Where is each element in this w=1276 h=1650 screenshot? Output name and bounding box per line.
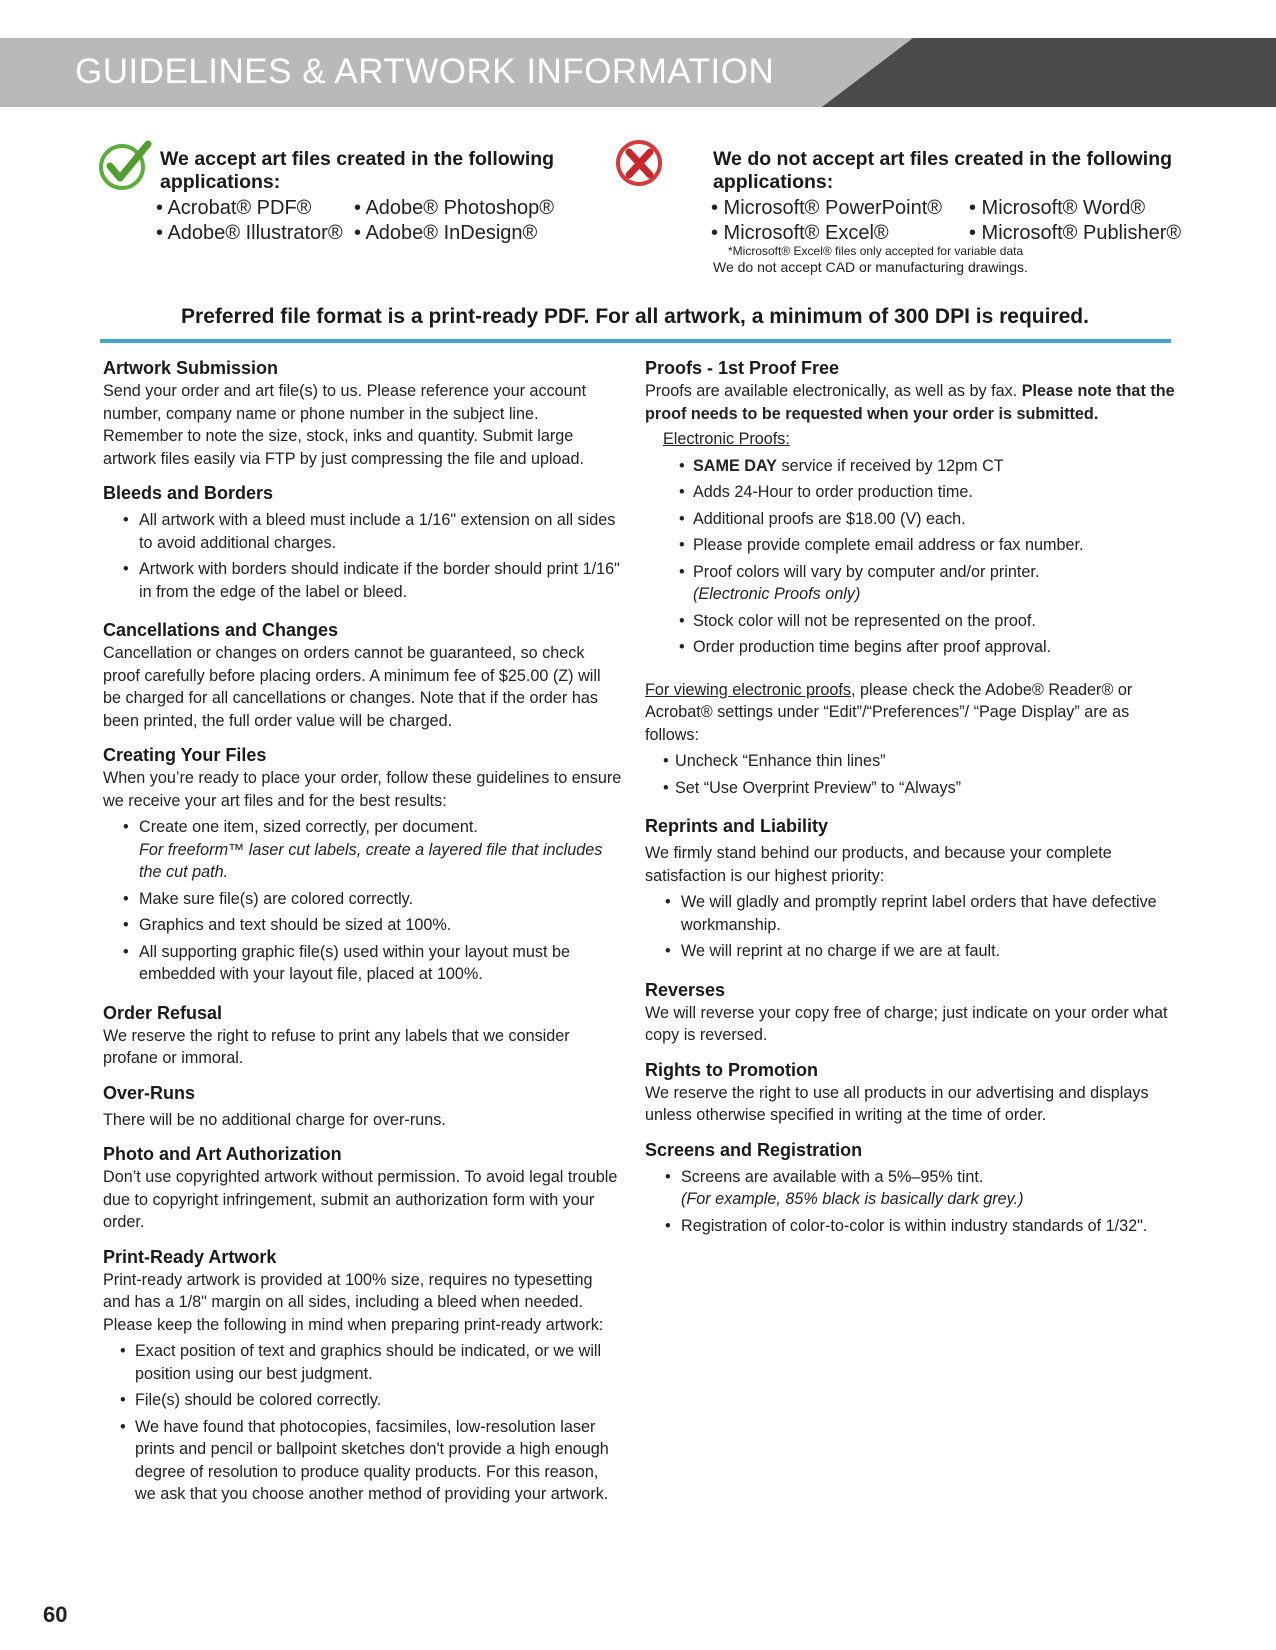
proofs-item: • Order production time begins after proof approval. bbox=[645, 636, 1185, 659]
cancellations-section bbox=[103, 618, 623, 732]
right-column bbox=[645, 356, 1185, 1241]
check-circle-icon bbox=[98, 138, 154, 194]
viewing-proofs-rest: , please check the Adobe® Reader® or Acrobat® settings under “Edit”/“Preferences”/ “Page Display” are as follows: bbox=[645, 680, 1133, 744]
same-day-text: service if received by 12pm CT bbox=[781, 456, 1004, 475]
proofs-body-bold: Please note that the proof needs to be requested when your order is submitted. bbox=[645, 382, 1175, 423]
proofs-heading: Proofs - 1st Proof Free bbox=[645, 358, 840, 378]
screens-heading: Screens and Registration bbox=[645, 1139, 863, 1160]
cancellations-heading: Cancellations and Changes bbox=[103, 620, 339, 640]
artwork-submission-body: Send your order and art file(s) to us. Please reference your account number, company name or phone number in the subject line. Remember to note the size, stock, inks and quantity. Submit large artwork files easily via FTP by just compressing the file and upload. bbox=[103, 382, 587, 468]
viewing-proofs-link: For viewing electronic proofs bbox=[645, 680, 852, 699]
order-refusal-heading: Order Refusal bbox=[103, 1002, 223, 1023]
creating-files-item: • Make sure file(s) are colored correctly. bbox=[103, 888, 623, 911]
divider-rule bbox=[100, 339, 1171, 343]
app-powerpoint: • Microsoft® PowerPoint® bbox=[711, 197, 942, 219]
proofs-item bbox=[645, 455, 1185, 478]
rights-body: We reserve the right to use all products in our advertising and displays unless otherwise specified in writing at the time of order. bbox=[645, 1083, 1149, 1124]
page-title: GUIDELINES & ARTWORK INFORMATION bbox=[75, 52, 775, 91]
accepted-apps-col-2 bbox=[354, 196, 554, 246]
rights-section bbox=[645, 1058, 1185, 1127]
screens-example-note: (For example, 85% black is basically dark grey.) bbox=[681, 1190, 1024, 1208]
over-runs-heading: Over-Runs bbox=[103, 1082, 196, 1103]
preferred-format-note: Preferred file format is a print-ready PDF. For all artwork, a minimum of 300 DPI is required. bbox=[181, 305, 1089, 328]
app-publisher: • Microsoft® Publisher® bbox=[969, 222, 1182, 244]
app-indesign: • Adobe® InDesign® bbox=[354, 222, 538, 244]
creating-files-item: • All supporting graphic file(s) used within your layout must be embedded with your layout file, placed at 100%. bbox=[103, 941, 623, 986]
proofs-item: • Adds 24-Hour to order production time. bbox=[645, 481, 1185, 504]
screens-item bbox=[645, 1166, 1185, 1211]
photo-authorization-body: Don’t use copyrighted artwork without permission. To avoid legal trouble due to copyright infringement, submit an authorization form with your order. bbox=[103, 1168, 618, 1231]
print-ready-section bbox=[103, 1245, 623, 1506]
print-ready-item: • We have found that photocopies, facsimiles, low-resolution laser prints and pencil or ballpoint sketches don't provide a high enough degree of resolution to produce quality products. For this reason, we ask that you choose another method of providing your artwork. bbox=[103, 1416, 623, 1506]
x-circle-icon bbox=[615, 138, 665, 188]
bleeds-item: • Artwork with borders should indicate if the border should print 1/16" in from the edge of the label or bleed. bbox=[103, 558, 623, 603]
cad-note: We do not accept CAD or manufacturing drawings. bbox=[713, 259, 1028, 275]
proofs-section bbox=[645, 356, 1185, 799]
order-refusal-body: We reserve the right to refuse to print any labels that we consider profane or immoral. bbox=[103, 1026, 570, 1067]
creating-files-body: When you’re ready to place your order, follow these guidelines to ensure we receive your art files and for the best results: bbox=[103, 769, 622, 810]
reprints-item: • We will gladly and promptly reprint label orders that have defective workmanship. bbox=[645, 891, 1185, 936]
header-banner bbox=[0, 38, 1276, 107]
over-runs-body: There will be no additional charge for over-runs. bbox=[103, 1110, 446, 1129]
proofs-item bbox=[645, 561, 1185, 606]
rights-heading: Rights to Promotion bbox=[645, 1059, 818, 1080]
reverses-heading: Reverses bbox=[645, 979, 726, 1000]
accepted-applications bbox=[98, 138, 618, 288]
reprints-body: We firmly stand behind our products, and because your complete satisfaction is our highest priority: bbox=[645, 844, 1112, 885]
artwork-submission-section bbox=[103, 356, 623, 470]
print-ready-heading: Print-Ready Artwork bbox=[103, 1246, 277, 1267]
proofs-body-text: Proofs are available electronically, as well as by fax. bbox=[645, 382, 1018, 400]
reject-title: We do not accept art files created in the following applications: bbox=[713, 148, 1173, 193]
app-photoshop: • Adobe® Photoshop® bbox=[354, 197, 554, 219]
viewing-proofs-text bbox=[645, 679, 1185, 747]
screens-item: • Registration of color-to-color is within industry standards of 1/32". bbox=[645, 1215, 1185, 1238]
screens-section bbox=[645, 1138, 1185, 1238]
proofs-item: • Additional proofs are $18.00 (V) each. bbox=[645, 508, 1185, 531]
bleeds-heading: Bleeds and Borders bbox=[103, 483, 274, 503]
app-acrobat: • Acrobat® PDF® bbox=[156, 197, 312, 219]
cancellations-body: Cancellation or changes on orders cannot be guaranteed, so check proof carefully before placing orders. A minimum fee of $25.00 (Z) will be charged for all cancellations or changes. Note that if the order has been printed, the full order value will be charged. bbox=[103, 644, 601, 730]
print-ready-body: Print-ready artwork is provided at 100% size, requires no typesetting and has a 1/8" margin on all sides, including a bleed when needed. Please keep the following in mind when preparing print-ready artwork: bbox=[103, 1270, 604, 1334]
freeform-note: For freeform™ laser cut labels, create a layered file that includes the cut path. bbox=[139, 840, 603, 881]
page-number: 60 bbox=[43, 1602, 68, 1627]
rejected-applications bbox=[615, 138, 1235, 288]
app-excel: • Microsoft® Excel® bbox=[711, 222, 889, 244]
accepted-apps-col-1 bbox=[156, 196, 343, 246]
rejected-apps-col-2 bbox=[969, 196, 1181, 246]
app-illustrator: • Adobe® Illustrator® bbox=[156, 222, 343, 244]
print-ready-item: • Exact position of text and graphics should be indicated, or we will position using our best judgment. bbox=[103, 1340, 623, 1385]
over-runs-section bbox=[103, 1081, 623, 1132]
proofs-item: • Stock color will not be represented on the proof. bbox=[645, 610, 1185, 633]
reverses-body: We will reverse your copy free of charge; just indicate on your order what copy is reversed. bbox=[645, 1003, 1168, 1044]
rejected-apps-col-1 bbox=[711, 196, 942, 246]
artwork-submission-heading: Artwork Submission bbox=[103, 358, 279, 378]
print-ready-item: • File(s) should be colored correctly. bbox=[103, 1389, 623, 1412]
proof-colors-note: (Electronic Proofs only) bbox=[693, 585, 861, 603]
reverses-section bbox=[645, 978, 1185, 1047]
creating-files-item bbox=[103, 816, 623, 884]
accept-title: We accept art files created in the following applications: bbox=[160, 148, 555, 193]
excel-note: *Microsoft® Excel® files only accepted for variable data bbox=[728, 244, 1024, 258]
screens-item-text: Screens are available with a 5%–95% tint. bbox=[681, 1167, 984, 1186]
proofs-item: • Please provide complete email address or fax number. bbox=[645, 534, 1185, 557]
creating-files-heading: Creating Your Files bbox=[103, 745, 267, 765]
order-refusal-section bbox=[103, 1001, 623, 1070]
electronic-proofs-label: Electronic Proofs: bbox=[663, 430, 790, 448]
viewing-item: • Set “Use Overprint Preview” to “Always” bbox=[645, 777, 1185, 800]
creating-files-section bbox=[103, 743, 623, 986]
proof-colors-text: Proof colors will vary by computer and/or printer. bbox=[693, 562, 1040, 581]
photo-authorization-section bbox=[103, 1142, 623, 1234]
left-column bbox=[103, 356, 623, 1510]
creating-item-text: Create one item, sized correctly, per document. bbox=[139, 818, 478, 836]
viewing-item: • Uncheck “Enhance thin lines” bbox=[645, 750, 1185, 773]
bleeds-item: • All artwork with a bleed must include a 1/16" extension on all sides to avoid additional charges. bbox=[103, 509, 623, 554]
reprints-item: • We will reprint at no charge if we are at fault. bbox=[645, 940, 1185, 963]
proofs-body bbox=[645, 380, 1185, 425]
photo-authorization-heading: Photo and Art Authorization bbox=[103, 1144, 342, 1164]
reprints-heading: Reprints and Liability bbox=[645, 816, 829, 836]
reprints-section bbox=[645, 814, 1185, 963]
app-word: • Microsoft® Word® bbox=[969, 197, 1146, 219]
creating-files-item: • Graphics and text should be sized at 100%. bbox=[103, 914, 623, 937]
same-day-label: SAME DAY bbox=[693, 456, 777, 475]
bleeds-borders-section bbox=[103, 481, 623, 603]
